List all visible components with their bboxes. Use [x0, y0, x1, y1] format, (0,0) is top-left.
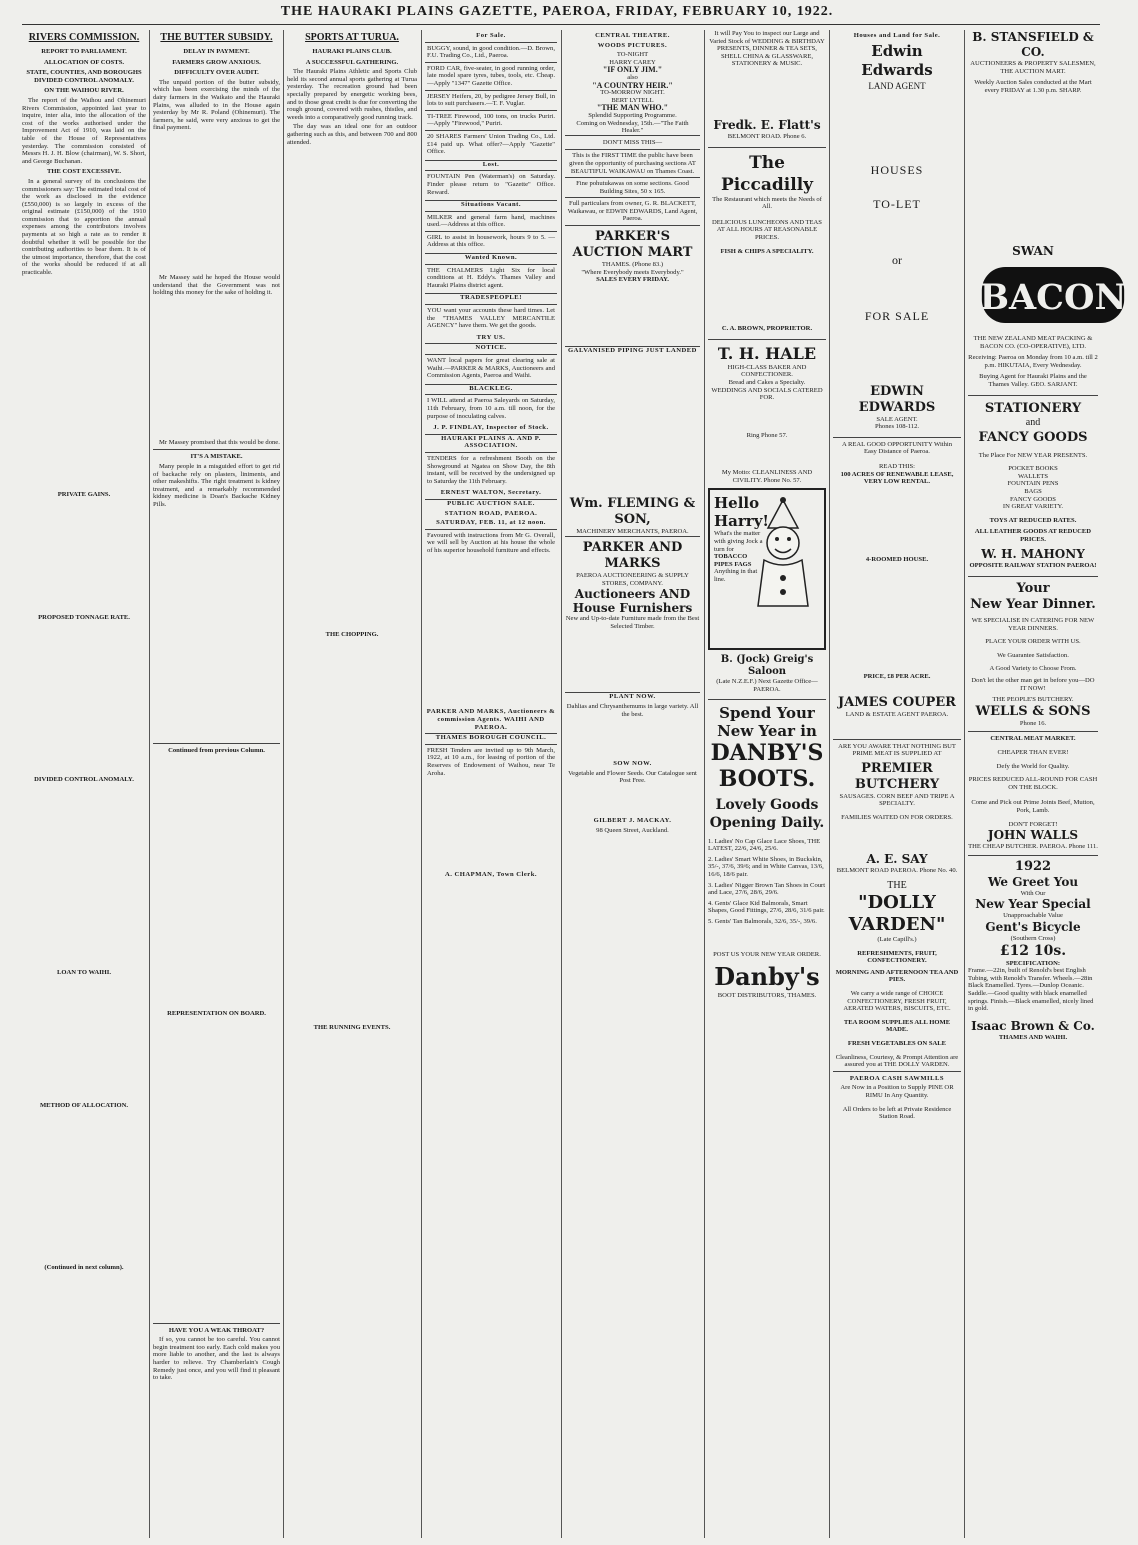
article-body-block	[22, 288, 146, 488]
pm-note: New and Up-to-date Furniture made from the Best Selected Timber.	[565, 615, 700, 630]
mahony-title: W. H. MAHONY	[981, 547, 1085, 562]
piccadilly-lunch: DELICIOUS LUNCHEONS AND TEAS AT ALL HOURS AT REASONABLE PRICES.	[712, 218, 822, 241]
wells-phone: Phone 16.	[1019, 719, 1047, 727]
butchery-intro: ARE YOU AWARE THAT NOTHING BUT PRIME MEAT IS SUPPLIED AT	[833, 739, 961, 761]
sawmills-orders: All Orders to be left at Private Residence Station Road.	[842, 1105, 952, 1121]
headline: THE BUTTER SUBSIDY.	[160, 32, 273, 43]
subheading: STATE, COUNTIES, AND BOROUGHS DIVIDED CONTROL ANOMALY.	[26, 69, 142, 84]
ad-heading: PLANT NOW.	[565, 692, 700, 701]
star-name: BERT LYTELL	[611, 96, 654, 104]
isaac-title: Isaac Brown & Co.	[971, 1018, 1095, 1033]
subheading: LOAN TO WAIHI.	[56, 969, 112, 976]
hello-line: Anything in that line.	[714, 568, 758, 584]
hale-bread: Bread and Cakes a Specialty.	[728, 378, 806, 386]
bacon-logo-text: BACON	[979, 277, 1127, 319]
column-sports-turua	[287, 30, 417, 1538]
ad-heading: TRADESPEOPLE!	[425, 293, 557, 302]
post-note: POST US YOUR NEW YEAR ORDER.	[713, 950, 821, 958]
article-body-block	[153, 510, 280, 740]
peoples-butchery: THE PEOPLE'S BUTCHERY.	[992, 696, 1074, 704]
bicycle-price: £12 10s.	[999, 942, 1067, 959]
dont-forget: DON'T FORGET!	[1008, 820, 1058, 828]
hello-text: What's the matter with giving Jock a turn for	[714, 530, 763, 553]
ad-body-block	[708, 439, 826, 469]
hello-title: Hello Harry!	[714, 494, 769, 531]
spacer	[833, 178, 961, 196]
edwards-sale-title: SALE AGENT.	[876, 415, 918, 423]
wells-title: WELLS & SONS	[975, 703, 1091, 719]
subheading: IT'S A MISTAKE.	[153, 449, 280, 461]
tolet-label: TO-LET	[873, 196, 921, 211]
column-divider	[964, 30, 965, 1538]
spec-text: Frame.—22in, built of Renold's best English Tubing, with Renold's Transfer. Wheels.—28in Black Enamelled. Tyres.—Dunlop Oceanic. Saddle.—Good quality with black enamelled springs. Finish.—Black enamelled, nicely lined in gold.	[968, 967, 1094, 1013]
article-paragraph: If so, you cannot be too careful. You cannot begin treatment too early. Each cold makes you more liable to another, and the last is always harder to relieve. Try Chamberlain's Cough Remedy just once, and you will find it pleasant to take.	[153, 1336, 280, 1382]
shoe-item: 4. Gents' Glace Kid Balmorals, Smart Shapes, Good Fittings, 27/6, 28/6, 31/6 pair.	[708, 899, 825, 915]
sawmills-sub: Are Now in a Position to Supply PINE OR RIMU In Any Quantity.	[840, 1084, 954, 1099]
flatt-intro: It will Pay You to inspect our Large and Varied Stock of WEDDING & BIRTHDAY PRESENTS, DINNER & TEA SETS, SHELL CHINA & GLASSWARE, STATIONERY & MUSIC.	[709, 30, 825, 68]
subheading: PROPOSED TONNAGE RATE.	[38, 613, 130, 621]
hale-weddings: WEDDINGS AND SOCIALS CATERED FOR.	[711, 386, 823, 402]
ad-heading: DON'T MISS THIS—	[565, 135, 700, 150]
edwards-name: Edwin Edwards	[861, 41, 933, 79]
parker-marks-title: PARKER AND MARKS	[565, 536, 700, 572]
subheading: HAURAKI PLAINS CLUB.	[312, 48, 392, 55]
auction-mart-title: PARKER'S AUCTION MART	[565, 225, 700, 261]
forsale-label: FOR SALE	[864, 308, 930, 323]
classified-ad: TENDERS for a refreshment Booth on the Showground at Ngatea on Show Day, the 8th instant, will be received by the undersigned up to Saturday the 11th February.	[425, 452, 557, 487]
fresh-veg-note: FRESH VEGETABLES ON SALE	[847, 1040, 947, 1048]
sow-ad: Vegetable and Flower Seeds. Our Catalogue sent Post Free.	[568, 769, 697, 785]
column-butter-subsidy	[153, 30, 280, 1538]
classified-ad: I WILL attend at Paeroa Saleyards on Saturday, 11th February, from 10 a.m. till noon, for the purpose of inoculating calves.	[425, 394, 557, 422]
masthead: THE HAURAKI PLAINS GAZETTE, PAEROA, FRIDAY, FEBRUARY 10, 1922.	[280, 4, 834, 19]
tonight-label: TO-NIGHT	[616, 51, 649, 59]
column-divider	[149, 30, 150, 1538]
article-body-text	[22, 279, 146, 287]
mahony-sub: OPPOSITE RAILWAY STATION PAEROA!	[969, 562, 1097, 570]
and-label: and	[1025, 416, 1041, 428]
article-body-block	[153, 299, 280, 439]
goods-item: POCKET BOOKS	[1008, 465, 1058, 473]
article-body-block	[153, 134, 280, 274]
shoe-item: 1. Ladies' No Cap Glace Lace Shoes, THE LATEST, 22/6, 24/6, 25/6.	[708, 837, 821, 853]
article-paragraph: The unpaid portion of the butter subsidy, which has been exercising the minds of the dairy farmers in the Waikato and the Hauraki Plains, was alluded to in the House again yesterday by Mr R. Poland (Ohinemuri). The farmers, he said, were very anxious to get the final payment.	[153, 78, 280, 132]
lovely-heading: Lovely Goods Opening Daily.	[709, 796, 825, 831]
star-name: HARRY CAREY	[609, 58, 656, 66]
subheading: THE COST EXCESSIVE.	[46, 168, 122, 176]
ad-heading: BLACKLEG.	[425, 384, 557, 393]
column-divider	[283, 30, 284, 1538]
goods-item: FANCY GOODS	[1010, 495, 1056, 503]
article-body-block	[287, 641, 417, 1021]
shoe-item: 3. Ladies' Nigger Brown Tan Shoes in Court and Lace, 27/6, 28/6, 29/6.	[708, 881, 826, 897]
stansfield-title: B. STANSFIELD & CO.	[972, 30, 1094, 59]
programme-note: Splendid Supporting Programme.	[588, 111, 677, 119]
classified-ad: FORD CAR, five-seater, in good running order, late model spare tyres, tubes, tools, etc. Cheap.—Apply "1347" Gazette Office.	[425, 62, 557, 90]
leather-note: ALL LEATHER GOODS AT REDUCED PRICES.	[974, 528, 1092, 543]
cross-note: (Southern Cross)	[1010, 934, 1056, 942]
article-paragraph: In a general survey of its conclusions the commissioners say: The estimated total cost of the work as disclosed in the evidence (£550,000) is so largely in excess of the original estimate (£150,000) of the 1910 commission that to apportion the annual expenses among the contributors involves payments at so high a rate as to render it doubtful whether it will be possible for the contributing authorities to bear them. It is of the utmost importance, therefore, that the cost of the works should be reduced if at all practicable.	[22, 177, 146, 277]
subheading: PRIVATE GAINS.	[57, 491, 111, 499]
ad-body-block	[708, 255, 826, 325]
ad-body-block	[565, 356, 700, 496]
year-label: 1922	[968, 855, 1098, 875]
ad-body-block	[708, 926, 826, 951]
ad-body-block	[565, 630, 700, 690]
headline: RIVERS COMMISSION.	[28, 32, 140, 43]
fancy-goods-title: FANCY GOODS	[978, 429, 1088, 445]
price-note: PRICE, £8 PER ACRE.	[863, 673, 931, 681]
ad-signature: J. P. FINDLAY, Inspector of Stock.	[433, 424, 549, 432]
article-paragraph: The report of the Waihou and Ohinemuri Rivers Commission, appointed last year to inquire, inter alia, into the allocation of the cost of the works authorised under the Improvement Act of 1910, was laid on the table of the House of Representatives yesterday. The commission consisted of Messrs H. J. H. Blow (chairman), W. S. Short, and George Buchanan.	[22, 96, 146, 165]
subheading: HAVE YOU A WEAK THROAT?	[153, 1323, 280, 1335]
mackay-sub: 98 Queen Street, Auckland.	[596, 826, 669, 834]
edwards-title: LAND AGENT	[868, 80, 926, 91]
classified-ad: YOU want your accounts these hard times. Let the "THAMES VALLEY MERCANTILE AGENCY" have them. We get the goods.	[425, 304, 557, 332]
walls-title: JOHN WALLS	[987, 828, 1079, 843]
ad-heading: CENTRAL THEATRE.	[595, 32, 670, 39]
clown-illustration	[748, 498, 818, 608]
special-title: New Year Special	[975, 897, 1091, 912]
article-body-block	[22, 623, 146, 773]
land-ad: Full particulars from owner, G. R. BLACKETT, Waikawau, or EDWIN EDWARDS, Land Agent, Paeroa.	[565, 197, 700, 225]
article-paragraph: The day was an ideal one for an outdoor gathering such as this, and between 700 and 800 attended.	[287, 123, 417, 146]
article-paragraph: Many people in a misguided effort to get rid of backache rely on plasters, liniments, and other makeshifts. The right treatment is kidney treatment, and a remarkably recommended kidney medicine is Doan's Backache Kidney Pills.	[153, 462, 280, 508]
fleming-title: Wm. FLEMING & SON,	[569, 496, 696, 528]
place-note: The Place For NEW YEAR PRESENTS.	[978, 451, 1088, 459]
article-body-block	[22, 1111, 146, 1261]
land-ad: This is the FIRST TIME the public have been given the opportunity of purchasing sections AT BEAUTIFUL WAIKAWAU on Thames Coast.	[565, 149, 700, 177]
say-sub: BELMONT ROAD PAEROA. Phone No. 40.	[836, 866, 958, 874]
ad-body-block	[968, 94, 1098, 244]
ad-body-block	[708, 68, 826, 118]
edwards-phone: Phones 108-112.	[874, 423, 920, 431]
edwards-sale-name: EDWIN EDWARDS	[858, 383, 936, 415]
subheading: THE CHOPPING.	[325, 631, 379, 639]
classified-ad: MILKER and general farm hand, machines used.—Address at this office.	[425, 211, 557, 231]
continued-note: (Continued in next column).	[44, 1264, 124, 1272]
masthead-rule	[22, 24, 1100, 25]
place-order-note: PLACE YOUR ORDER WITH US.	[985, 638, 1081, 646]
piccadilly-sub: The Restaurant which meets the Needs of All.	[712, 195, 822, 211]
piccadilly-proprietor: C. A. BROWN, PROPRIETOR.	[721, 325, 813, 333]
clean-note: Cleanliness, Courtesy, & Prompt Attention are assured you at THE DOLLY VARDEN.	[835, 1053, 959, 1069]
flatt-title: Fredk. E. Flatt's	[713, 117, 821, 132]
spend-heading: Spend Your New Year in	[708, 699, 826, 740]
column-divider	[421, 30, 422, 1538]
hale-title: T. H. HALE	[708, 339, 826, 364]
subheading: METHOD OF ALLOCATION.	[39, 1101, 129, 1109]
section-label: Situations Vacant.	[425, 200, 557, 209]
article-paragraph: Mr Massey promised that this would be done.	[159, 438, 280, 446]
tomorrow-label: TO-MORROW NIGHT.	[600, 89, 665, 97]
classified-ad: THE CHALMERS Light Six for local conditions at H. Eddy's. Thames Valley and Hauraki Plains district agent.	[425, 264, 557, 292]
column-stansfield-etc	[968, 30, 1127, 1538]
goods-item: WALLETS	[1017, 472, 1049, 480]
section-label: Houses and Land for Sale.	[853, 32, 941, 39]
article-body-block	[22, 786, 146, 966]
article-body-block	[153, 1020, 280, 1320]
article-body-block	[22, 501, 146, 611]
nzmeat-title: THE NEW ZEALAND MEAT PACKING & BACON CO. (CO-OPERATIVE), LTD.	[973, 334, 1093, 350]
column-shops	[708, 30, 826, 1538]
film-title: "THE MAN WHO."	[596, 103, 669, 113]
subheading: REPRESENTATION ON BOARD.	[167, 1010, 266, 1018]
goods-item: IN GREAT VARIETY.	[1002, 503, 1064, 511]
ad-body-block	[833, 486, 961, 556]
subheading: FARMERS GROW ANXIOUS.	[172, 58, 261, 66]
couper-title: LAND & ESTATE AGENT PAEROA.	[845, 710, 949, 718]
goods-item: FOUNTAIN PENS	[1007, 480, 1059, 488]
acres-note: 100 ACRES OF RENEWABLE LEASE, VERY LOW RENTAL.	[840, 470, 954, 486]
ad-body-block	[565, 284, 700, 344]
ad-body-block	[425, 556, 557, 706]
ad-body-block	[425, 779, 557, 869]
classified-ad: 20 SHARES Farmers' Union Trading Co., Ltd. £14 paid up. What offer?—Apply "Gazette" Office.	[425, 130, 557, 158]
dolly-morning: MORNING AND AFTERNOON TEA AND PIES.	[835, 968, 959, 984]
dolly-refreshments: REFRESHMENTS, FRUIT, CONFECTIONERY.	[857, 949, 937, 965]
subheading: REPORT TO PARLIAMENT.	[41, 48, 127, 55]
hale-sub: HIGH-CLASS BAKER AND CONFECTIONER.	[727, 363, 807, 379]
ad-heading: PUBLIC AUCTION SALE.	[425, 499, 557, 508]
stansfield-weekly: Weekly Auction Sales conducted at the Mart every FRIDAY at 1.30 p.m. SHARP.	[974, 79, 1092, 94]
classified-ad: BUGGY, sound, in good condition.—D. Brown, F.U. Trading Co., Ltd., Paeroa.	[425, 42, 557, 62]
ad-heading: NOTICE.	[425, 343, 557, 352]
spacer	[833, 268, 961, 308]
column-divider	[704, 30, 705, 1538]
read-this: READ THIS:	[879, 462, 915, 470]
dolly-sub: (Late Capill's.)	[877, 936, 917, 944]
sarjant-note: Buying Agent for Hauraki Plains and the Thames Valley. GEO. SARJANT.	[979, 373, 1087, 388]
danby-title: Danby's	[714, 962, 820, 992]
ad-signature: ERNEST WALTON, Secretary.	[440, 489, 542, 497]
mart-slogan: "Where Everybody meets Everybody."	[581, 268, 684, 276]
sausages-note: SAUSAGES. CORN BEEF AND TRIPE A SPECIALTY.	[839, 792, 955, 808]
article-body-block	[22, 979, 146, 1099]
film-title: "A COUNTRY HEIR."	[592, 80, 673, 90]
defy-note: Defy the World for Quality.	[996, 762, 1070, 770]
forget-note: Don't let the other man get in before you—DO IT NOW!	[971, 677, 1095, 692]
subheading: ON THE WAIHOU RIVER.	[44, 87, 124, 95]
greig-ad	[708, 488, 826, 650]
greig-title: B. (Jock) Greig's Saloon	[720, 654, 814, 678]
ad-signature: GILBERT J. MACKAY.	[593, 816, 672, 824]
swan-label: SWAN	[1012, 244, 1054, 259]
classified-ad: FRESH Tenders are invited up to 9th March, 1922, at 10 a.m., for leasing of portion of the Reserves of Endowment of Waihou, near Te Aroha.	[425, 744, 557, 779]
bacon-logo	[968, 260, 1138, 330]
houses-label: HOUSES	[870, 162, 924, 177]
ad-heading: HAURAKI PLAINS A. AND P. ASSOCIATION.	[425, 434, 557, 450]
column-divider	[561, 30, 562, 1538]
variety-note: A Good Variety to Choose From.	[989, 665, 1077, 673]
column-divider	[829, 30, 830, 1538]
ad-signature: PARKER AND MARKS, Auctioneers & commission Agents. WAIHI AND PAEROA.	[426, 708, 556, 731]
ad-heading: TRY US.	[476, 333, 506, 341]
section-label: For Sale.	[476, 32, 506, 39]
shoe-item: 5. Gents' Tan Balmorals, 32/6, 35/-, 39/6.	[708, 918, 817, 925]
spacer	[833, 92, 961, 162]
ad-heading: GALVANISED PIPING JUST LANDED	[565, 346, 700, 355]
hale-motto: My Motto: CLEANLINESS AND CIVILITY. Phone No. 57.	[721, 469, 813, 484]
column-land-agents	[833, 30, 961, 1538]
hello-items: TOBACCO PIPES FAGS	[714, 553, 752, 568]
plant-ad: Dahlias and Chrysanthemums in large variety. All the best.	[566, 703, 699, 718]
or-label: or	[892, 252, 902, 267]
opportunity-note: A REAL GOOD OPPORTUNITY Within Easy Distance of Paeroa.	[833, 437, 961, 459]
subheading: A SUCCESSFUL GATHERING.	[305, 58, 399, 66]
guarantee-note: We Guarantee Satisfaction.	[997, 651, 1069, 659]
ad-subheading: STATION ROAD, PAEROA.	[444, 509, 538, 517]
toys-note: TOYS AT REDUCED RATES.	[989, 516, 1077, 524]
also-label: also	[627, 73, 638, 81]
tearoom-note: TEA ROOM SUPPLIES ALL HOME MADE.	[843, 1018, 951, 1034]
couper-name: JAMES COUPER	[838, 694, 956, 710]
walls-sub: THE CHEAP BUTCHER. PAEROA. Phone 111.	[968, 843, 1098, 851]
spacer	[833, 324, 961, 384]
column-classifieds	[425, 30, 557, 1538]
subheading: DELAY IN PAYMENT.	[183, 48, 250, 55]
stationery-title: STATIONERY	[968, 395, 1098, 417]
ad-body-block	[833, 563, 961, 673]
article-paragraph: The Hauraki Plains Athletic and Sports Club held its second annual sports gathering at Turua yesterday. The recreation ground had been specially prepared by energetic working bees, and to those great credit is due for converting the rough ground, covered with rushes, thistles, and weeds into a comparatively good running track.	[287, 68, 417, 121]
goods-item: BAGS	[1024, 487, 1042, 495]
catering-note: WE SPECIALISE IN CATERING FOR NEW YEAR DINNERS.	[971, 617, 1095, 632]
coming-note: Coming on Wednesday, 15th.—"The Faith Healer."	[576, 119, 689, 135]
come-note: Come and Pick out Prime Joints Beef, Mutton, Pork, Lamb.	[971, 799, 1095, 814]
newyear-dinner-title: New Year Dinner.	[970, 597, 1096, 613]
section-label: Lost.	[425, 160, 557, 169]
ad-body-block	[565, 785, 700, 815]
classified-ad: GIRL to assist in housework, hours 9 to 5. — Address at this office.	[425, 231, 557, 251]
your-label: Your	[968, 576, 1098, 597]
central-meat: CENTRAL MEAT MARKET.	[968, 731, 1098, 743]
ad-body-block	[708, 402, 826, 432]
fleming-sub: MACHINERY MERCHANTS, PAEROA.	[576, 528, 689, 536]
mart-sales: SALES EVERY FRIDAY.	[596, 276, 669, 284]
ad-subheading: SATURDAY, FEB. 11, at 12 noon.	[436, 519, 546, 527]
ad-heading: SOW NOW.	[613, 760, 652, 768]
classified-ad: WANT local papers for great clearing sale at Waihi.—PARKER & MARKS, Auctioneers and Commission Agents, Paeroa and Waihi.	[425, 354, 557, 382]
greig-sub: (Late N.Z.E.F.) Next Gazette Office—PAEROA.	[716, 678, 818, 694]
isaac-sub: THAMES AND WAIHI.	[998, 1033, 1068, 1041]
article-paragraph: Mr Massey said he hoped the House would understand that the Government was not holding this money for the sake of holding it.	[153, 273, 280, 297]
bicycle-title: Gent's Bicycle	[985, 919, 1081, 934]
danby-boots-title: DANBY'S BOOTS.	[710, 739, 824, 792]
headline: SPORTS AT TURUA.	[305, 32, 399, 43]
subheading: DIVIDED CONTROL ANOMALY.	[34, 776, 134, 784]
flatt-sub: BELMONT ROAD. Phone 6.	[727, 132, 807, 140]
house-note: 4-ROOMED HOUSE.	[865, 555, 929, 563]
column-rivers-commission	[22, 30, 146, 1538]
sawmills-title: PAEROA CASH SAWMILLS	[833, 1071, 961, 1083]
ad-body-block	[565, 718, 700, 758]
shoe-item: 2. Ladies' Smart White Shoes, in Buckskin, 35/-, 37/6, 39/6; and in White Canvas, 13/6, 16/6, 18/6 pair.	[708, 855, 824, 879]
classified-ad: JERSEY Heifers, 20, by pedigree Jersey Bull, in lots to suit purchasers.—T. F. Vuglar.	[425, 90, 557, 110]
danby-sub: BOOT DISTRIBUTORS, THAMES.	[717, 992, 817, 1000]
stansfield-sub: AUCTIONEERS & PROPERTY SALESMEN, THE AUCTION MART.	[970, 60, 1096, 75]
piccadilly-title: The Piccadilly	[708, 147, 826, 196]
spec-label: SPECIFICATION:	[1005, 959, 1061, 967]
subheading: DIFFICULTY OVER AUDIT.	[174, 69, 259, 77]
with-label: With Our	[1020, 889, 1046, 897]
article-body-block	[287, 148, 417, 628]
cheaper-note: CHEAPER THAN EVER!	[997, 749, 1069, 756]
spacer	[833, 212, 961, 252]
premier-title: PREMIER BUTCHERY	[854, 760, 940, 792]
ad-heading: THAMES BOROUGH COUNCIL.	[425, 733, 557, 742]
classified-ad: TI-TREE Firewood, 100 tons, on trucks Puriri.—Apply "Firewood," Puriri.	[425, 110, 557, 130]
dolly-choice: We carry a wide range of CHOICE CONFECTIONERY, FRESH FRUIT, AERATED WATERS, BISCUITS, ETC.	[843, 990, 951, 1013]
section-label: Wanted Known.	[425, 253, 557, 262]
greet-title: We Greet You	[987, 874, 1079, 889]
families-note: FAMILIES WAITED ON FOR ORDERS.	[841, 813, 953, 821]
ad-subheading: WOODS PICTURES.	[597, 41, 668, 49]
classified-ad: FOUNTAIN Pen (Waterman's) on Saturday. Finder please return to "Gazette" Office. Reward.	[425, 170, 557, 198]
the-label: THE	[887, 880, 907, 892]
dolly-varden-title: "DOLLY VARDEN"	[848, 892, 946, 936]
subheading: ALLOCATION OF COSTS.	[43, 58, 125, 66]
unap-note: Unapproachable Value	[1003, 912, 1063, 920]
article-body-block	[153, 757, 280, 1007]
pm-sub: PAEROA AUCTIONEERING & SUPPLY STORES, COMPANY.	[576, 572, 689, 587]
prices-note: PRICES REDUCED ALL-ROUND FOR CASH ON THE BLOCK.	[968, 776, 1098, 791]
classified-ad: Favoured with instructions from Mr G. Overall, we will sell by Auction at his house the whole of his superior household furniture and effects.	[425, 529, 557, 557]
mart-place: THAMES. (Phone 83.)	[601, 261, 664, 269]
auctioneers-title: Auctioneers AND House Furnishers	[572, 587, 693, 616]
film-title: "IF ONLY JIM."	[602, 65, 663, 75]
subheading: THE RUNNING EVENTS.	[313, 1023, 391, 1031]
land-ad: Fine pohutukawas on some sections. Good Building Sites, 50 x 165.	[565, 177, 700, 197]
piccadilly-fish: FISH & CHIPS A SPECIALITY.	[720, 247, 814, 255]
say-name: A. E. SAY	[866, 851, 928, 866]
receiving-note: Receiving: Paeroa on Monday from 10 a.m. till 2 p.m. HIKUTAIA, Every Wednesday.	[968, 354, 1098, 369]
column-theatre-auctions	[565, 30, 700, 1538]
ad-signature: A. CHAPMAN, Town Clerk.	[444, 871, 538, 879]
subheading: Continued from previous Column.	[153, 743, 280, 755]
hale-phone: Ring Phone 57.	[746, 431, 788, 439]
